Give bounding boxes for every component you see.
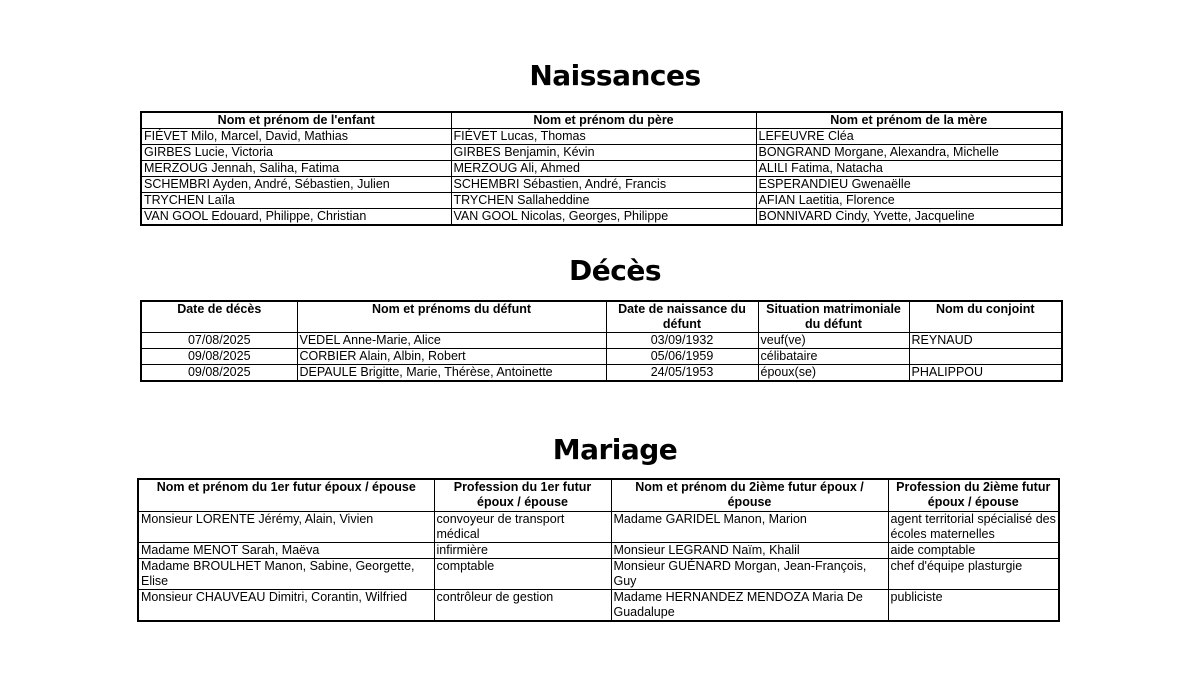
table-cell: Madame GARIDEL Manon, Marion xyxy=(611,512,888,543)
table-cell: publiciste xyxy=(888,590,1059,622)
column-header: Nom du conjoint xyxy=(909,301,1062,333)
table-cell: veuf(ve) xyxy=(758,333,909,349)
table-header-row xyxy=(138,479,1059,512)
table-row xyxy=(141,349,1062,365)
table-header-row xyxy=(141,112,1062,129)
table-cell: FIÉVET Lucas, Thomas xyxy=(451,129,756,145)
table-cell: 09/08/2025 xyxy=(141,365,297,382)
table-cell: Monsieur LEGRAND Naïm, Khalil xyxy=(611,543,888,559)
table-cell: agent territorial spécialisé des écoles maternelles xyxy=(888,512,1059,543)
table-cell: ESPERANDIEU Gwenaëlle xyxy=(756,177,1062,193)
column-header: Date de décès xyxy=(141,301,297,333)
table-cell: MERZOUG Jennah, Saliha, Fatima xyxy=(141,161,451,177)
table-cell: REYNAUD xyxy=(909,333,1062,349)
table-cell: Madame HERNANDEZ MENDOZA Maria De Guadalupe xyxy=(611,590,888,622)
table-cell: VAN GOOL Nicolas, Georges, Philippe xyxy=(451,209,756,226)
table-row xyxy=(141,161,1062,177)
table-cell: Monsieur LORENTE Jérémy, Alain, Vivien xyxy=(138,512,434,543)
table-cell: MERZOUG Ali, Ahmed xyxy=(451,161,756,177)
table-row xyxy=(141,129,1062,145)
table-cell: SCHEMBRI Sébastien, André, Francis xyxy=(451,177,756,193)
table-cell: 05/06/1959 xyxy=(606,349,758,365)
table-row xyxy=(138,512,1059,543)
table-cell: LEFEUVRE Cléa xyxy=(756,129,1062,145)
table-cell: VEDEL Anne-Marie, Alice xyxy=(297,333,606,349)
naissances-table xyxy=(140,111,1063,226)
table-cell: 09/08/2025 xyxy=(141,349,297,365)
table-cell: époux(se) xyxy=(758,365,909,382)
table-row xyxy=(141,365,1062,382)
table-cell: AFIAN Laetitia, Florence xyxy=(756,193,1062,209)
table-header-row xyxy=(141,301,1062,333)
table-cell: comptable xyxy=(434,559,611,590)
naissances-title: Naissances xyxy=(529,59,701,92)
column-header: Profession du 2ième futur époux / épouse xyxy=(888,479,1059,512)
table-cell: CORBIER Alain, Albin, Robert xyxy=(297,349,606,365)
column-header: Nom et prénom de l'enfant xyxy=(141,112,451,129)
table-cell: convoyeur de transport médical xyxy=(434,512,611,543)
table-cell xyxy=(909,349,1062,365)
table-cell: VAN GOOL Edouard, Philippe, Christian xyxy=(141,209,451,226)
table-cell: BONGRAND Morgane, Alexandra, Michelle xyxy=(756,145,1062,161)
table-cell: TRYCHEN Laïla xyxy=(141,193,451,209)
table-cell: TRYCHEN Sallaheddine xyxy=(451,193,756,209)
table-cell: GIRBES Benjamin, Kévin xyxy=(451,145,756,161)
column-header: Nom et prénom du 1er futur époux / épouse xyxy=(138,479,434,512)
table-cell: PHALIPPOU xyxy=(909,365,1062,382)
table-cell: infirmière xyxy=(434,543,611,559)
table-row xyxy=(141,177,1062,193)
column-header: Nom et prénom du 2ième futur époux / épouse xyxy=(611,479,888,512)
table-row xyxy=(138,543,1059,559)
table-cell: 07/08/2025 xyxy=(141,333,297,349)
table-row xyxy=(141,333,1062,349)
table-cell: FIÉVET Milo, Marcel, David, Mathias xyxy=(141,129,451,145)
table-cell: chef d'équipe plasturgie xyxy=(888,559,1059,590)
table-cell: 03/09/1932 xyxy=(606,333,758,349)
table-cell: GIRBES Lucie, Victoria xyxy=(141,145,451,161)
table-cell: BONNIVARD Cindy, Yvette, Jacqueline xyxy=(756,209,1062,226)
table-row xyxy=(141,145,1062,161)
table-cell: Madame MENOT Sarah, Maëva xyxy=(138,543,434,559)
column-header: Profession du 1er futur époux / épouse xyxy=(434,479,611,512)
column-header: Nom et prénoms du défunt xyxy=(297,301,606,333)
table-cell: ALILI Fatima, Natacha xyxy=(756,161,1062,177)
table-row xyxy=(141,209,1062,226)
column-header: Date de naissance du défunt xyxy=(606,301,758,333)
table-cell: DEPAULE Brigitte, Marie, Thérèse, Antoinette xyxy=(297,365,606,382)
deces-table xyxy=(140,300,1063,382)
table-row xyxy=(141,193,1062,209)
column-header: Nom et prénom du père xyxy=(451,112,756,129)
mariage-table xyxy=(137,478,1060,622)
deces-title: Décès xyxy=(569,254,661,287)
table-row xyxy=(138,590,1059,622)
mariage-title: Mariage xyxy=(552,433,678,466)
table-cell: Monsieur CHAUVEAU Dimitri, Corantin, Wilfried xyxy=(138,590,434,622)
table-cell: 24/05/1953 xyxy=(606,365,758,382)
table-cell: contrôleur de gestion xyxy=(434,590,611,622)
table-cell: célibataire xyxy=(758,349,909,365)
table-cell: Madame BROULHET Manon, Sabine, Georgette, Elise xyxy=(138,559,434,590)
column-header: Nom et prénom de la mère xyxy=(756,112,1062,129)
table-row xyxy=(138,559,1059,590)
table-cell: Monsieur GUÉNARD Morgan, Jean-François, Guy xyxy=(611,559,888,590)
column-header: Situation matrimoniale du défunt xyxy=(758,301,909,333)
table-cell: aide comptable xyxy=(888,543,1059,559)
table-cell: SCHEMBRI Ayden, André, Sébastien, Julien xyxy=(141,177,451,193)
